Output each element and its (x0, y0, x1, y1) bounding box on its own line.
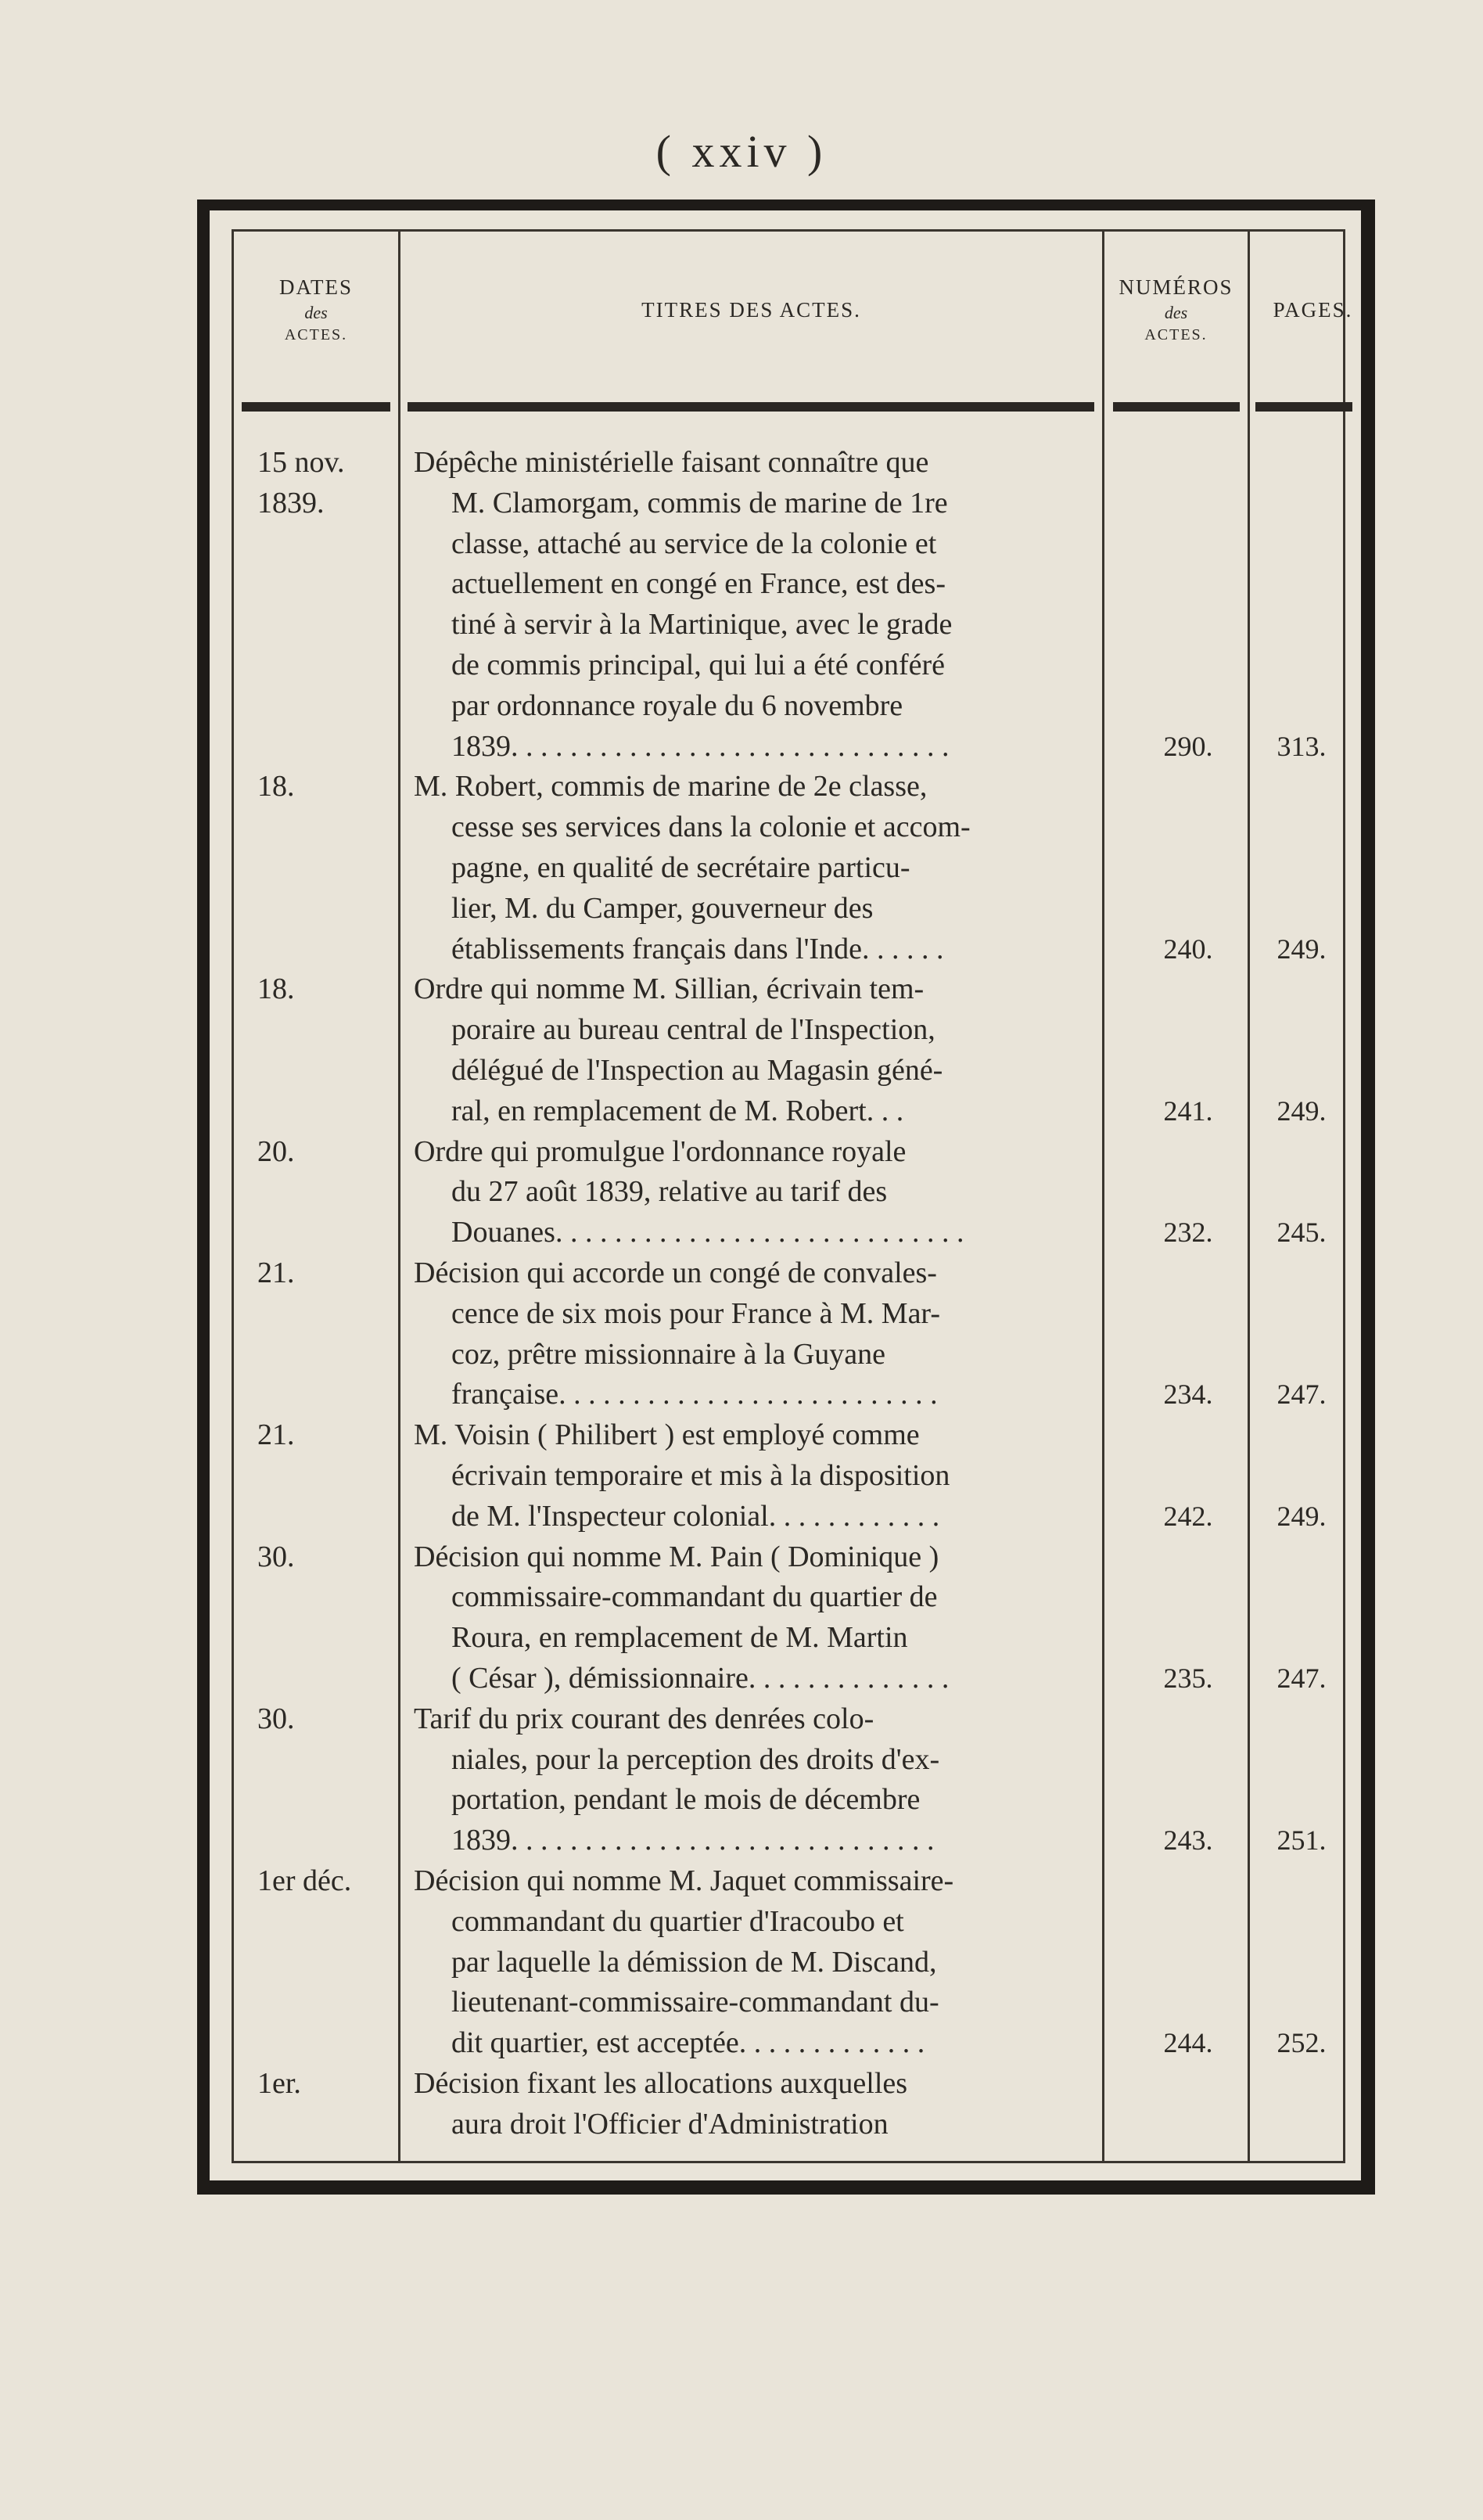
row-page: 249. (1277, 933, 1327, 965)
header-dates (234, 232, 398, 388)
row-title (414, 1699, 1102, 1861)
header-numeros-line3: ACTES. (1144, 326, 1208, 343)
row-date (257, 969, 406, 1010)
row-date (257, 1415, 406, 1456)
row-date-line: 1er. (257, 2066, 301, 2100)
row-title-line: du 27 août 1839, relative au tarif des (451, 1175, 888, 1209)
row-title-line: Ordre qui promulgue l'ordonnance royale (414, 1134, 907, 1168)
table-row (234, 2064, 1343, 2145)
row-title-line: Ordre qui nomme M. Sillian, écrivain tem- (414, 972, 925, 1006)
row-title-line: cesse ses services dans la colonie et accom- (451, 811, 971, 844)
table-row (234, 969, 1343, 1131)
header-numeros-line2: des (1164, 303, 1188, 322)
header-pages (1250, 232, 1376, 388)
row-numero: 290. (1163, 730, 1213, 762)
row-title-line: actuellement en congé en France, est des- (451, 567, 946, 601)
row-title-line: lieutenant-commissaire-commandant du- (451, 1986, 939, 2019)
row-title-line: française. . . . . . . . . . . . . . . . . . . . . . . . . . (451, 1378, 938, 1411)
row-date-line: 21. (257, 1418, 295, 1452)
row-title-line: M. Clamorgam, commis de marine de 1re (451, 486, 948, 519)
table-inner-border (232, 229, 1353, 2163)
row-title-line: Dépêche ministérielle faisant connaître que (414, 446, 929, 479)
row-numero: 240. (1163, 933, 1213, 965)
row-numero: 234. (1163, 1379, 1213, 1411)
table-row (234, 1537, 1343, 1699)
table-row (234, 1415, 1343, 1537)
row-title-line: poraire au bureau central de l'Inspection, (451, 1013, 935, 1047)
row-title-line: ( César ), démissionnaire. . . . . . . . . . . . . . (451, 1661, 950, 1695)
row-date-line: 1er déc. (257, 1864, 352, 1897)
header-dates-line2: des (304, 303, 328, 322)
row-title-line: aura droit l'Officier d'Administration (451, 2107, 889, 2141)
row-numero: 244. (1163, 2027, 1213, 2059)
row-title-line: M. Robert, commis de marine de 2e classe, (414, 770, 928, 803)
row-date (257, 1537, 406, 1578)
row-title-line: Décision fixant les allocations auxquelles (414, 2066, 908, 2100)
row-title-line: cence de six mois pour France à M. Mar- (451, 1296, 940, 1330)
row-title-line: tiné à servir à la Martinique, avec le grade (451, 608, 953, 642)
header-rule (1113, 402, 1240, 412)
row-title (414, 767, 1102, 969)
row-numero: 235. (1163, 1662, 1213, 1694)
row-date-line: 21. (257, 1256, 295, 1289)
row-title-line: de M. l'Inspecteur colonial. . . . . . . . . . . . (451, 1499, 940, 1533)
row-title-line: délégué de l'Inspection au Magasin géné- (451, 1053, 943, 1087)
row-date-line: 30. (257, 1540, 295, 1573)
header-numeros-line1: NUMÉROS (1119, 275, 1233, 299)
table-row (234, 1132, 1343, 1253)
row-title-line: Décision qui accorde un congé de convales- (414, 1256, 937, 1289)
row-date (257, 767, 406, 807)
row-title-line: niales, pour la perception des droits d'ex- (451, 1742, 940, 1776)
row-date-line: 30. (257, 1702, 295, 1735)
row-title (414, 2064, 1102, 2145)
row-date-line: 15 nov. (257, 446, 345, 479)
row-page: 249. (1277, 1500, 1327, 1532)
table-row (234, 1861, 1343, 2064)
header-rule (242, 402, 390, 412)
row-date-line: 18. (257, 770, 295, 803)
row-title-line: écrivain temporaire et mis à la disposition (451, 1458, 950, 1492)
row-title-line: Douanes. . . . . . . . . . . . . . . . . . . . . . . . . . . . (451, 1216, 964, 1249)
row-date-line: 18. (257, 972, 295, 1006)
row-title-line: portation, pendant le mois de décembre (451, 1783, 921, 1817)
row-page: 247. (1277, 1379, 1327, 1411)
row-date (257, 443, 406, 524)
row-title-line: 1839. . . . . . . . . . . . . . . . . . . . . . . . . . . . . . (451, 729, 950, 763)
row-title-line: pagne, en qualité de secrétaire particu- (451, 850, 910, 884)
row-date (257, 2064, 406, 2105)
table-frame (197, 200, 1375, 2195)
table-body (234, 443, 1343, 2145)
row-title-line: commandant du quartier d'Iracoubo et (451, 1904, 904, 1938)
row-page: 252. (1277, 2027, 1327, 2059)
header-rule (1255, 402, 1352, 412)
row-title-line: classe, attaché au service de la colonie et (451, 527, 937, 560)
row-date (257, 1253, 406, 1294)
row-numero: 242. (1163, 1500, 1213, 1532)
row-page: 251. (1277, 1824, 1327, 1857)
row-date (257, 1132, 406, 1173)
row-title-line: 1839. . . . . . . . . . . . . . . . . . . . . . . . . . . . . (451, 1824, 935, 1857)
row-title (414, 1537, 1102, 1699)
row-page: 247. (1277, 1662, 1327, 1694)
row-page: 245. (1277, 1217, 1327, 1249)
table-row (234, 443, 1343, 767)
header-pages-label: PAGES. (1273, 297, 1353, 322)
row-title-line: coz, prêtre missionnaire à la Guyane (451, 1337, 885, 1371)
row-title (414, 1253, 1102, 1415)
row-title-line: par laquelle la démission de M. Discand, (451, 1945, 937, 1979)
row-date (257, 1699, 406, 1740)
row-date-line: 20. (257, 1134, 295, 1168)
row-page: 249. (1277, 1095, 1327, 1127)
table-row (234, 767, 1343, 969)
row-title-line: établissements français dans l'Inde. . . . . . (451, 932, 944, 965)
table-row (234, 1253, 1343, 1415)
row-title-line: par ordonnance royale du 6 novembre (451, 688, 903, 722)
header-dates-line3: ACTES. (284, 326, 348, 343)
page-number: ( xxiv ) (655, 126, 828, 177)
row-title-line: ral, en remplacement de M. Robert. . . (451, 1094, 904, 1127)
row-title (414, 1861, 1102, 2064)
row-numero: 241. (1163, 1095, 1213, 1127)
row-title-line: Roura, en remplacement de M. Martin (451, 1621, 908, 1655)
header-titres-label: TITRES DES ACTES. (641, 297, 861, 322)
row-title-line: dit quartier, est acceptée. . . . . . . . . . . . . (451, 2026, 925, 2060)
row-title-line: Tarif du prix courant des denrées colo- (414, 1702, 874, 1735)
row-title (414, 443, 1102, 767)
header-rule (408, 402, 1094, 412)
row-date (257, 1861, 406, 1902)
row-numero: 243. (1163, 1824, 1213, 1857)
header-numeros (1104, 232, 1248, 388)
row-date-line: 1839. (257, 486, 325, 519)
row-title-line: Décision qui nomme M. Jaquet commissaire- (414, 1864, 954, 1897)
row-title (414, 969, 1102, 1131)
row-page: 313. (1277, 730, 1327, 762)
row-title-line: commissaire-commandant du quartier de (451, 1580, 938, 1614)
row-title-line: de commis principal, qui lui a été conféré (451, 648, 945, 681)
row-title-line: Décision qui nomme M. Pain ( Dominique ) (414, 1540, 939, 1573)
row-title (414, 1132, 1102, 1253)
row-title (414, 1415, 1102, 1537)
table-row (234, 1699, 1343, 1861)
row-numero: 232. (1163, 1217, 1213, 1249)
header-titres (400, 232, 1102, 388)
row-title-line: M. Voisin ( Philibert ) est employé comme (414, 1418, 920, 1452)
row-title-line: lier, M. du Camper, gouverneur des (451, 891, 874, 925)
header-dates-line1: DATES (278, 275, 353, 299)
